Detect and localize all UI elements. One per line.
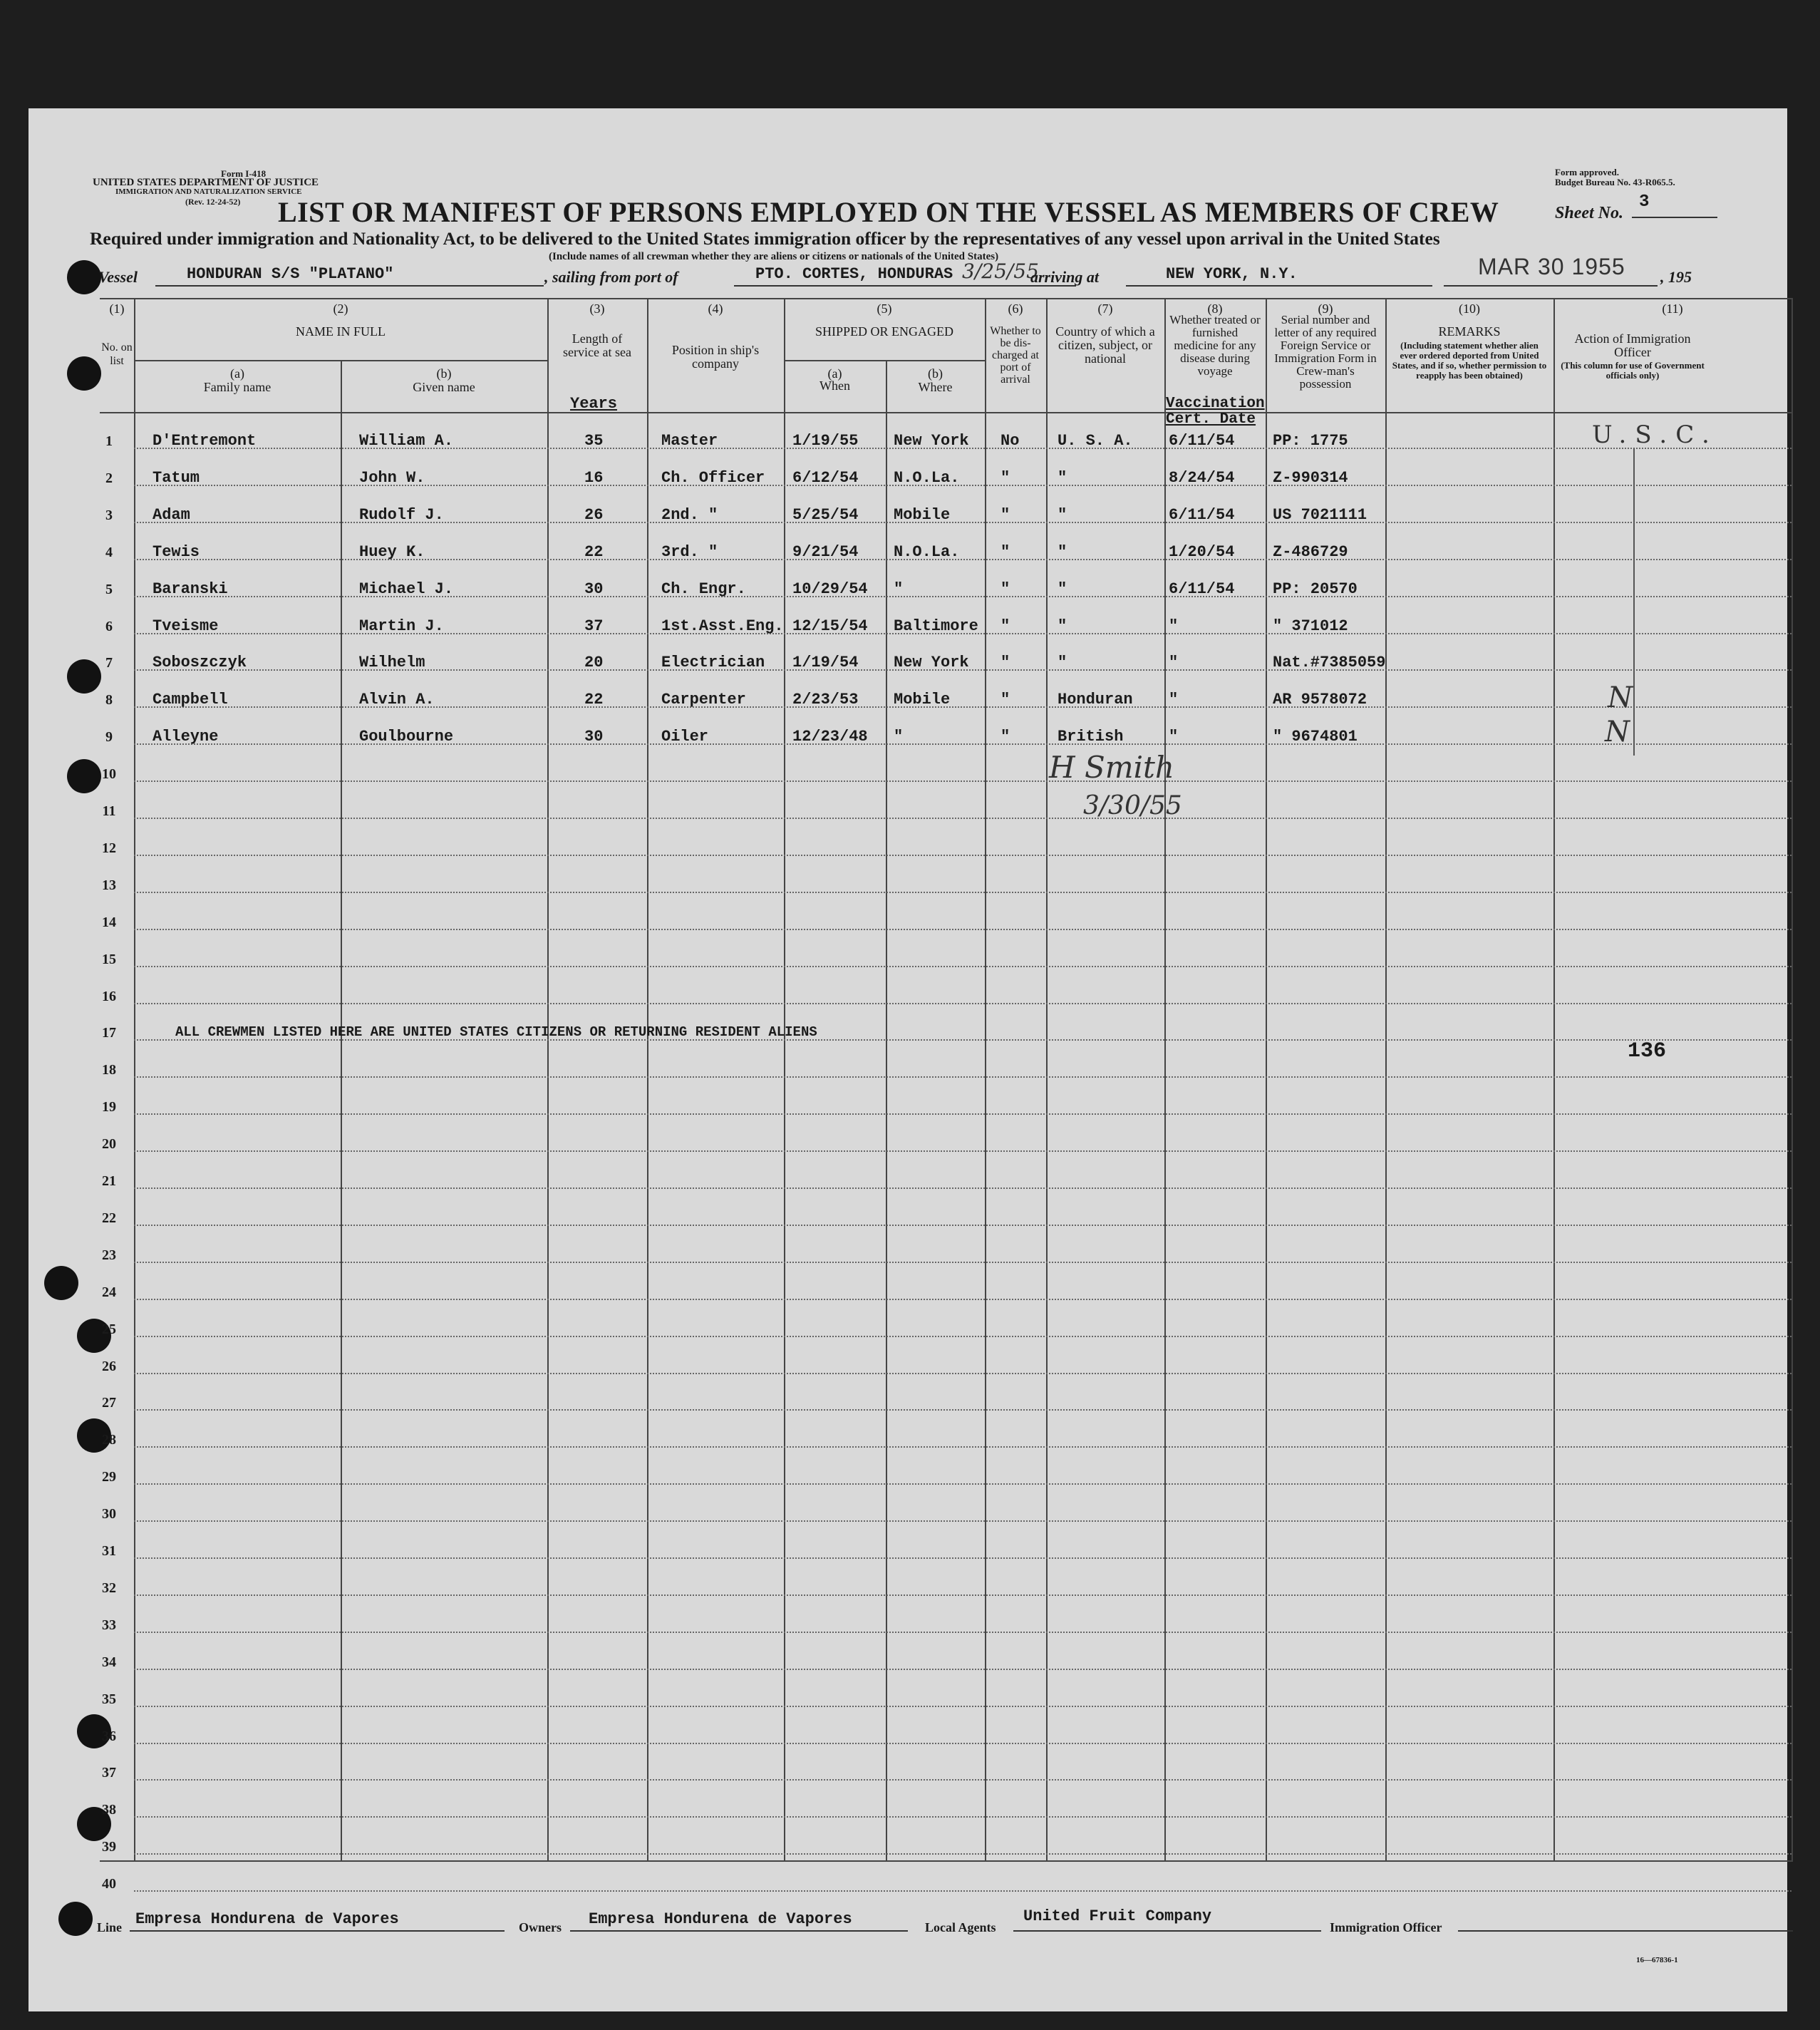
row-divider	[134, 1409, 1791, 1411]
country-cell: British	[1058, 728, 1124, 746]
col-line	[1046, 298, 1048, 1860]
col-line	[886, 360, 887, 1860]
sailing-label: , sailing from port of	[544, 268, 678, 286]
country-cell: "	[1058, 617, 1067, 635]
row-number: 35	[102, 1691, 116, 1707]
row-divider	[134, 1225, 1791, 1226]
shipped-when-cell: 1/19/55	[792, 432, 859, 450]
shipped-where-cell: Mobile	[894, 505, 951, 524]
row-divider	[134, 1816, 1791, 1818]
family-name-cell: D'Entremont	[152, 432, 257, 450]
col7-num: (7)	[1097, 302, 1113, 316]
row-divider	[134, 1299, 1791, 1300]
row-number: 17	[102, 1025, 116, 1041]
row-divider	[134, 1373, 1791, 1374]
position-cell: Carpenter	[661, 691, 746, 709]
row-number: 6	[105, 618, 113, 634]
row-number: 4	[105, 544, 113, 560]
serial-number-cell: PP: 20570	[1273, 579, 1358, 598]
row-divider	[134, 1520, 1791, 1522]
shipped-when-cell: 10/29/54	[792, 579, 868, 598]
shipped-where-cell: "	[894, 579, 904, 598]
row-number: 5	[105, 581, 113, 597]
include-note: (Include names of all crewman whether they are aliens or citizens or nationals of the United States)	[549, 251, 999, 262]
row-divider	[134, 1446, 1791, 1448]
position-cell: 2nd. "	[661, 505, 718, 524]
years-cell: 30	[584, 579, 604, 598]
row-divider	[134, 966, 1791, 967]
col5-num: (5)	[877, 302, 892, 316]
col6-header: Whether to be dis-charged at port of arrival	[990, 325, 1041, 386]
col-line	[1385, 298, 1387, 1860]
col-line	[134, 298, 135, 1860]
given-name-cell: Rudolf J.	[359, 505, 444, 524]
col-line	[1553, 298, 1555, 1860]
row-divider	[134, 1076, 1791, 1078]
signature-date: 3/30/55	[1083, 791, 1182, 820]
col3-unit: Years	[570, 395, 618, 413]
row-divider	[134, 929, 1791, 930]
officer-underline	[1458, 1930, 1793, 1932]
budget-bureau: Budget Bureau No. 43-R065.5.	[1555, 177, 1675, 187]
vaccination-date-cell: 1/20/54	[1169, 542, 1235, 561]
local-agents: United Fruit Company	[1023, 1907, 1212, 1925]
shipped-where-cell: N.O.La.	[894, 542, 960, 561]
row-number: 22	[102, 1210, 116, 1226]
serial-number-cell: AR 9578072	[1273, 691, 1367, 709]
col2-num: (2)	[333, 302, 348, 316]
country-cell: "	[1058, 468, 1067, 487]
row-number: 16	[102, 988, 116, 1004]
header-bottom-border	[100, 412, 1793, 413]
row-number: 26	[102, 1358, 116, 1374]
owners-underline	[570, 1930, 908, 1932]
col10-note: (Including statement whether alien ever ordered deported from United States, and if so, whether permission to reapply has been obtained)	[1392, 340, 1547, 381]
row-number: 21	[102, 1173, 116, 1189]
position-cell: 3rd. "	[661, 542, 718, 561]
row-number: 12	[102, 840, 116, 856]
shipped-where-cell: New York	[894, 654, 969, 672]
subtitle: Required under immigration and Nationality Act, to be delivered to the United States immigration officer by the representatives of any vessel upon arrival in the United States	[90, 228, 1440, 249]
sheet-number: 3	[1639, 192, 1650, 212]
vaccination-date-cell: 6/11/54	[1169, 579, 1235, 598]
arrival-date-stamp: MAR 30 1955	[1478, 254, 1625, 279]
owners-label: Owners	[519, 1920, 562, 1934]
arriving-underline	[1126, 285, 1432, 287]
row-number: 39	[102, 1839, 116, 1855]
date-underline	[1444, 285, 1658, 287]
position-cell: Ch. Officer	[661, 468, 765, 487]
country-cell: "	[1058, 654, 1067, 672]
row-divider	[134, 1594, 1791, 1596]
row-divider	[134, 892, 1791, 893]
vessel-label: Vessel	[98, 268, 138, 286]
row-number: 24	[102, 1284, 116, 1300]
row-divider	[134, 818, 1791, 819]
row-number: 11	[102, 803, 116, 819]
row-divider	[134, 1483, 1791, 1485]
row-number: 25	[102, 1321, 116, 1337]
row-number: 3	[105, 507, 113, 523]
sailing-port: PTO. CORTES, HONDURAS	[755, 265, 953, 283]
position-cell: Oiler	[661, 728, 709, 746]
row-divider	[134, 1853, 1791, 1855]
years-cell: 20	[584, 654, 604, 672]
row-number: 28	[102, 1432, 116, 1448]
sheet-number-line	[1632, 192, 1717, 218]
subheader-line	[784, 360, 985, 361]
row-number: 14	[102, 914, 116, 930]
col5-header: SHIPPED OR ENGAGED	[815, 324, 953, 339]
country-cell: U. S. A.	[1058, 432, 1133, 450]
shipped-where-cell: New York	[894, 432, 969, 450]
vaccination-date-cell: "	[1169, 691, 1179, 709]
col10-header: REMARKS	[1438, 324, 1501, 339]
row-number: 37	[102, 1765, 116, 1781]
row-number: 29	[102, 1469, 116, 1485]
officer-label: Immigration Officer	[1330, 1920, 1442, 1934]
country-cell: "	[1058, 505, 1067, 524]
form-number: Form I-418	[221, 168, 267, 179]
vaccination-date-cell: 6/11/54	[1169, 432, 1235, 450]
row-number: 18	[102, 1062, 116, 1078]
row-divider	[134, 1336, 1791, 1337]
family-name-cell: Tewis	[152, 542, 200, 561]
row-divider	[134, 1003, 1791, 1004]
row-divider	[134, 1262, 1791, 1263]
row-number: 8	[105, 692, 113, 709]
serial-number-cell: US 7021111	[1273, 505, 1367, 524]
shipped-when-cell: 6/12/54	[792, 468, 859, 487]
serial-number-cell: PP: 1775	[1273, 432, 1348, 450]
punch-hole	[44, 1266, 78, 1300]
row-divider	[134, 855, 1791, 856]
years-cell: 22	[584, 691, 604, 709]
col11-num: (11)	[1662, 302, 1683, 316]
col-line	[341, 360, 342, 1860]
vaccination-date-cell: "	[1169, 617, 1179, 635]
row-number: 13	[102, 877, 116, 893]
department-name: UNITED STATES DEPARTMENT OF JUSTICE	[93, 177, 319, 188]
col4-num: (4)	[708, 302, 723, 316]
form-revision: (Rev. 12-24-52)	[185, 197, 241, 207]
discharged-cell: "	[1001, 468, 1010, 487]
given-name-cell: Goulbourne	[359, 728, 454, 746]
shipped-where-cell: Baltimore	[894, 617, 978, 635]
col8-extra: Vaccination Cert. Date	[1166, 396, 1265, 428]
shipped-when-cell: 9/21/54	[792, 542, 859, 561]
agents-underline	[1013, 1930, 1321, 1932]
shipped-when-cell: 5/25/54	[792, 505, 859, 524]
row-divider	[134, 1669, 1791, 1670]
officer-signature: H Smith	[1049, 750, 1174, 785]
row-number: 2	[105, 470, 113, 486]
col11-note: (This column for use of Government officials only)	[1561, 360, 1705, 381]
row-number: 31	[102, 1543, 116, 1559]
vessel-name: HONDURAN S/S "PLATANO"	[187, 265, 394, 283]
col7-header: Country of which a citizen, subject, or national	[1055, 324, 1155, 366]
col-line	[985, 298, 986, 1860]
family-name-cell: Adam	[152, 505, 190, 524]
years-cell: 16	[584, 468, 604, 487]
shipped-when-cell: 1/19/54	[792, 654, 859, 672]
print-code: 16—67836-1	[1636, 1956, 1678, 1964]
years-cell: 35	[584, 432, 604, 450]
position-cell: Electrician	[661, 654, 765, 672]
country-cell: Honduran	[1058, 691, 1133, 709]
row-divider	[134, 1890, 1791, 1892]
row-number: 20	[102, 1136, 116, 1153]
years-cell: 26	[584, 505, 604, 524]
row-number: 34	[102, 1654, 116, 1670]
col5b-num: (b)	[928, 366, 943, 381]
col2b-num: (b)	[436, 366, 452, 381]
service-name: IMMIGRATION AND NATURALIZATION SERVICE	[115, 187, 302, 196]
vessel-underline	[155, 285, 544, 287]
discharged-cell: "	[1001, 728, 1010, 746]
row-number: 10	[102, 766, 116, 783]
punch-hole	[58, 1902, 93, 1936]
shipped-where-cell: "	[894, 728, 904, 746]
row-number: 23	[102, 1247, 116, 1263]
serial-number-cell: Z-990314	[1273, 468, 1348, 487]
row-divider	[134, 780, 1791, 782]
vaccination-date-cell: "	[1169, 654, 1179, 672]
col-line	[784, 298, 785, 1860]
col11-header: Action of Immigration Officer	[1574, 331, 1691, 359]
family-name-cell: Soboszczyk	[152, 654, 247, 672]
given-name-cell: Alvin A.	[359, 691, 435, 709]
row-number: 30	[102, 1506, 116, 1522]
row-divider	[134, 1632, 1791, 1633]
discharged-cell: "	[1001, 542, 1010, 561]
row-divider	[134, 1187, 1791, 1189]
vaccination-date-cell: 6/11/54	[1169, 505, 1235, 524]
subheader-line	[134, 360, 547, 361]
row-number: 15	[102, 951, 116, 967]
row-divider	[134, 1150, 1791, 1152]
discharged-cell: No	[1001, 432, 1020, 450]
form-approved: Form approved.	[1555, 167, 1620, 177]
col2a-header: Family name	[203, 380, 272, 394]
col-line	[647, 298, 648, 1860]
row-divider	[134, 1743, 1791, 1744]
col2-header: NAME IN FULL	[296, 324, 386, 339]
col2b-header: Given name	[413, 380, 475, 394]
line-company: Empresa Hondurena de Vapores	[135, 1910, 399, 1928]
table-bottom-border	[100, 1860, 1793, 1862]
stamp-number: 136	[1628, 1039, 1667, 1063]
row-divider	[134, 1113, 1791, 1115]
family-name-cell: Tveisme	[152, 617, 219, 635]
sailing-underline	[734, 285, 1076, 287]
arriving-port: NEW YORK, N.Y.	[1166, 265, 1298, 283]
row-number: 9	[105, 729, 113, 746]
vaccination-date-cell: 8/24/54	[1169, 468, 1235, 487]
row-number: 1	[105, 433, 113, 449]
col1-num: (1)	[109, 302, 125, 316]
row-number: 19	[102, 1099, 116, 1116]
sailing-date: 3/25/55	[962, 259, 1039, 283]
discharged-cell: "	[1001, 505, 1010, 524]
shipped-when-cell: 12/23/48	[792, 728, 868, 746]
col3-header: Length of service at sea	[563, 331, 631, 359]
col9-header: Serial number and letter of any required Foreign Service or Immigration Form in Crew-man's possession	[1274, 313, 1377, 391]
year-suffix: , 195	[1660, 268, 1692, 286]
discharged-cell: "	[1001, 579, 1010, 598]
discharged-cell: "	[1001, 654, 1010, 672]
serial-number-cell: " 9674801	[1273, 728, 1358, 746]
usc-mark: U.S.C.	[1592, 421, 1718, 449]
serial-number-cell: Z-486729	[1273, 542, 1348, 561]
given-name-cell: William A.	[359, 432, 454, 450]
row-number: 38	[102, 1802, 116, 1818]
line-underline	[130, 1930, 505, 1932]
col8-num: (8)	[1207, 302, 1223, 316]
owners-company: Empresa Hondurena de Vapores	[589, 1910, 852, 1928]
shipped-when-cell: 2/23/53	[792, 691, 859, 709]
col2a-num: (a)	[230, 366, 244, 381]
row-number: 40	[102, 1876, 116, 1892]
arriving-label: arriving at	[1030, 268, 1099, 286]
col-line	[547, 298, 549, 1860]
given-name-cell: Michael J.	[359, 579, 454, 598]
page-title: LIST OR MANIFEST OF PERSONS EMPLOYED ON THE VESSEL AS MEMBERS OF CREW	[278, 196, 1499, 228]
col8-header: Whether treated or furnished medicine for any disease during voyage	[1169, 313, 1261, 378]
years-cell: 30	[584, 728, 604, 746]
vaccination-date-cell: "	[1169, 728, 1179, 746]
col5a-header: When	[819, 378, 850, 393]
punch-hole	[67, 260, 101, 294]
row-divider	[134, 1557, 1791, 1559]
row-divider	[134, 1779, 1791, 1781]
row-number: 33	[102, 1617, 116, 1633]
serial-number-cell: Nat.#7385059	[1273, 654, 1386, 672]
col-line	[1164, 298, 1166, 1860]
years-cell: 37	[584, 617, 604, 635]
row-number: 32	[102, 1580, 116, 1596]
col-line	[1791, 298, 1793, 1860]
row-divider	[134, 1706, 1791, 1707]
sheet-label: Sheet No.	[1555, 204, 1623, 222]
col5a-num: (a)	[827, 366, 842, 381]
given-name-cell: Huey K.	[359, 542, 425, 561]
punch-hole	[67, 356, 101, 391]
agents-label: Local Agents	[925, 1920, 996, 1934]
col5b-header: Where	[918, 380, 953, 394]
citizenship-statement: ALL CREWMEN LISTED HERE ARE UNITED STATES CITIZENS OR RETURNING RESIDENT ALIENS	[175, 1024, 817, 1040]
position-cell: Ch. Engr.	[661, 579, 746, 598]
family-name-cell: Tatum	[152, 468, 200, 487]
line-label: Line	[97, 1920, 123, 1934]
n-mark: N	[1608, 681, 1633, 714]
usc-line	[1633, 448, 1635, 756]
family-name-cell: Campbell	[152, 691, 228, 709]
col1-header: No. on list	[101, 341, 133, 367]
shipped-when-cell: 12/15/54	[792, 617, 868, 635]
given-name-cell: Wilhelm	[359, 654, 425, 672]
given-name-cell: Martin J.	[359, 617, 444, 635]
table-top-border	[100, 298, 1793, 299]
country-cell: "	[1058, 579, 1067, 598]
shipped-where-cell: N.O.La.	[894, 468, 960, 487]
position-cell: Master	[661, 432, 718, 450]
discharged-cell: "	[1001, 691, 1010, 709]
col9-num: (9)	[1318, 302, 1333, 316]
row-number: 27	[102, 1395, 116, 1411]
row-number: 36	[102, 1728, 116, 1744]
discharged-cell: "	[1001, 617, 1010, 635]
shipped-where-cell: Mobile	[894, 691, 951, 709]
serial-number-cell: " 371012	[1273, 617, 1348, 635]
family-name-cell: Baranski	[152, 579, 228, 598]
n-mark: N	[1605, 716, 1630, 748]
given-name-cell: John W.	[359, 468, 425, 487]
col6-num: (6)	[1008, 302, 1023, 316]
row-number: 7	[105, 655, 113, 671]
family-name-cell: Alleyne	[152, 728, 219, 746]
years-cell: 22	[584, 542, 604, 561]
col3-num: (3)	[589, 302, 605, 316]
position-cell: 1st.Asst.Eng.	[661, 617, 784, 635]
col-line	[1266, 298, 1267, 1860]
col10-num: (10)	[1459, 302, 1480, 316]
country-cell: "	[1058, 542, 1067, 561]
col4-header: Position in ship's company	[671, 343, 760, 371]
